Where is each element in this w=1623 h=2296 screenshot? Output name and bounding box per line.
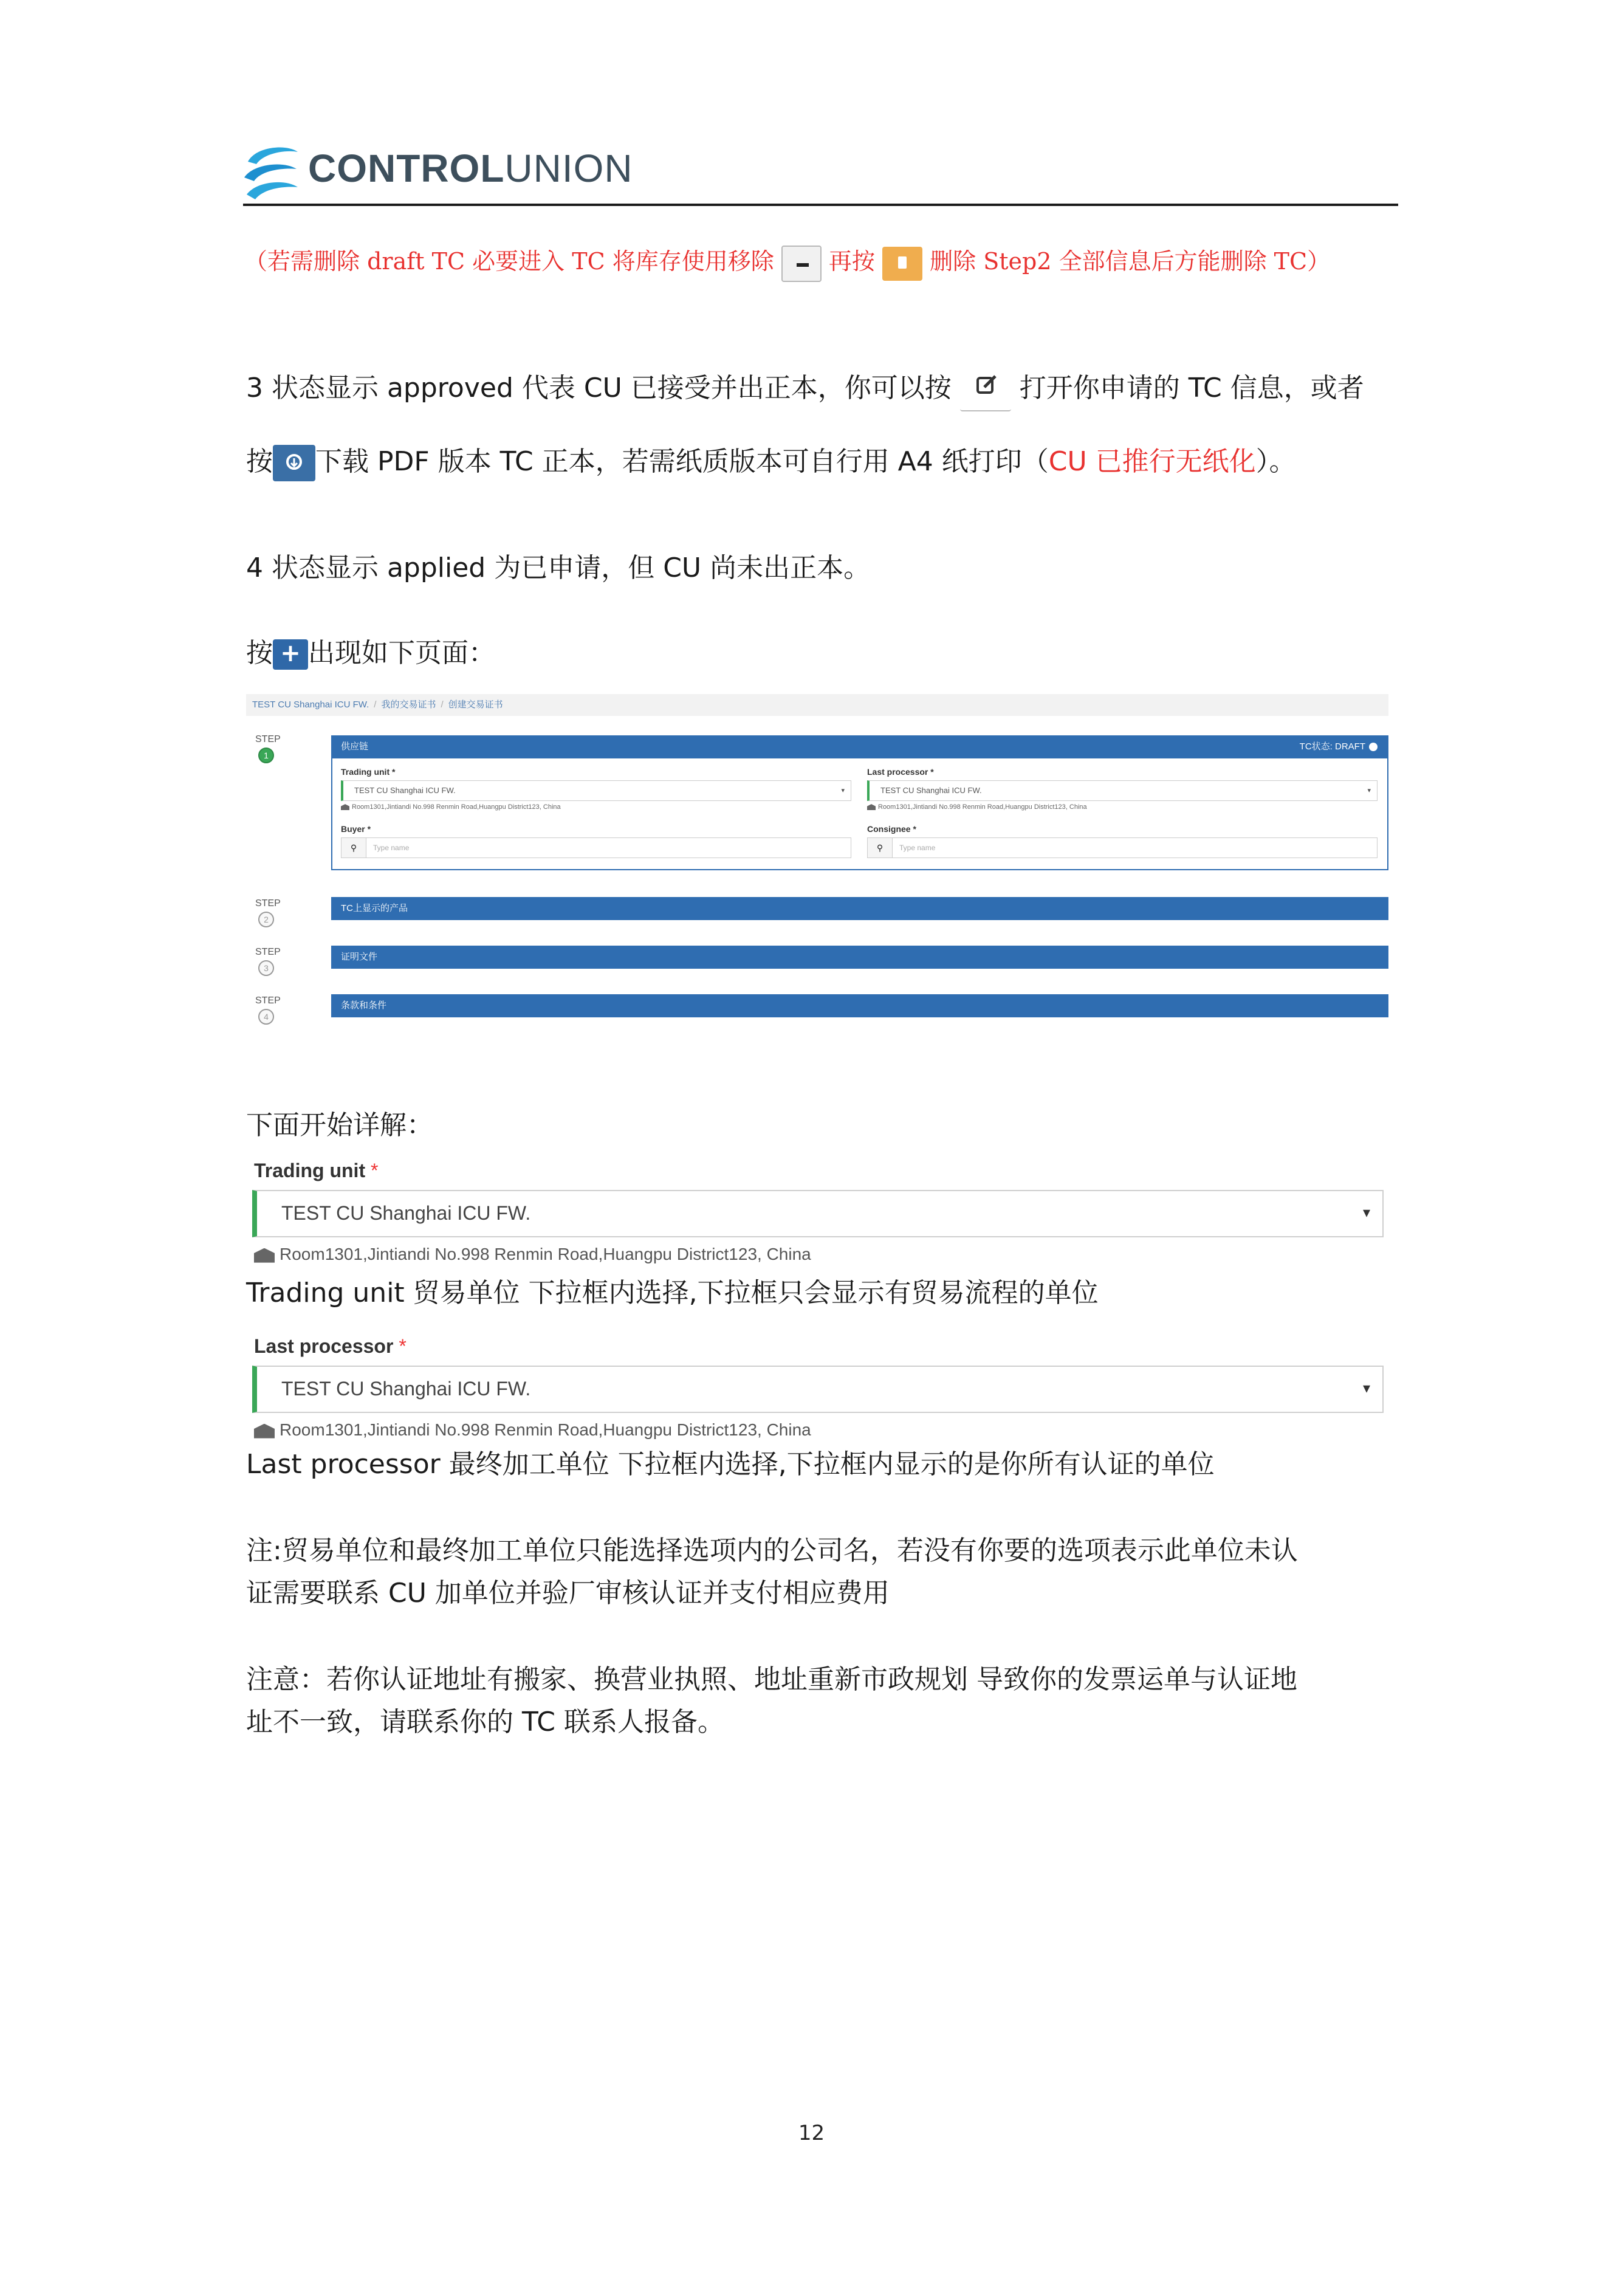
header-divider bbox=[243, 204, 1398, 206]
trading-unit-select[interactable]: TEST CU Shanghai ICU FW. ▾ bbox=[341, 780, 851, 801]
breadcrumb-item[interactable]: TEST CU Shanghai ICU FW. bbox=[252, 699, 369, 710]
last-processor-address: Room1301,Jintiandi No.998 Renmin Road,Huangpu District123, China bbox=[254, 1420, 811, 1440]
control-union-logo-text: CONTROLUNION bbox=[308, 146, 633, 190]
breadcrumb: TEST CU Shanghai ICU FW. / 我的交易证书 / 创建交易证书 bbox=[246, 694, 1388, 716]
building-icon bbox=[254, 1248, 275, 1263]
press-text-a: 按 bbox=[246, 638, 273, 669]
search-icon[interactable]: ⚲ bbox=[868, 838, 893, 858]
note-text-2: 再按 bbox=[828, 248, 875, 275]
note2-line2: 址不一致，请联系你的 TC 联系人报备。 bbox=[246, 1707, 724, 1737]
step-indicator-1: 1 bbox=[258, 748, 274, 763]
detail-intro: 下面开始详解： bbox=[246, 1110, 433, 1141]
breadcrumb-item: 创建交易证书 bbox=[448, 699, 503, 710]
draft-delete-note bbox=[244, 243, 1330, 282]
trading-unit-label: Trading unit * bbox=[341, 767, 396, 777]
last-processor-label: Last processor * bbox=[867, 767, 934, 777]
note1-line1: 注:贸易单位和最终加工单位只能选择选项内的公司名，若没有你要的选项表示此单位未认 bbox=[246, 1535, 1298, 1566]
step-indicator-2: 2 bbox=[258, 912, 274, 927]
trading-unit-address: Room1301,Jintiandi No.998 Renmin Road,Huangpu District123, China bbox=[341, 803, 561, 811]
embedded-screenshot bbox=[246, 694, 1388, 1034]
item3-line1 bbox=[246, 368, 1364, 411]
item3-line2 bbox=[246, 444, 1296, 481]
consignee-search-input[interactable]: ⚲ Type name bbox=[867, 837, 1378, 858]
step-indicator-3: 3 bbox=[258, 960, 274, 976]
paperless-note: CU 已推行无纸化 bbox=[1048, 446, 1256, 477]
last-processor-label: Last processor * bbox=[254, 1335, 407, 1357]
breadcrumb-item[interactable]: 我的交易证书 bbox=[381, 699, 436, 710]
item3-text-a: 3 状态显示 approved 代表 CU 已接受并出正本，你可以按 bbox=[246, 373, 952, 404]
item3-text-d: 下载 PDF 版本 TC 正本，若需纸质版本可自行用 A4 纸打印（ bbox=[315, 446, 1049, 477]
panel-products-header[interactable]: TC上显示的产品 bbox=[331, 897, 1388, 920]
item3-text-c: 按 bbox=[246, 446, 273, 477]
item3-text-e: ）。 bbox=[1255, 446, 1296, 477]
buyer-label: Buyer * bbox=[341, 824, 371, 834]
step-label: STEP bbox=[255, 947, 281, 957]
last-processor-select[interactable]: TEST CU Shanghai ICU FW. ▾ bbox=[867, 780, 1378, 801]
item3-text-b: 打开你申请的 TC 信息，或者 bbox=[1019, 373, 1364, 404]
minus-button-icon bbox=[781, 246, 822, 282]
search-icon[interactable]: ⚲ bbox=[341, 838, 366, 858]
consignee-label: Consignee * bbox=[867, 824, 916, 834]
trading-unit-address: Room1301,Jintiandi No.998 Renmin Road,Huangpu District123, China bbox=[254, 1245, 811, 1264]
panel-supply-chain-body bbox=[331, 758, 1388, 870]
step-label: STEP bbox=[255, 898, 281, 909]
press-text-b: 出现如下页面： bbox=[308, 638, 495, 669]
last-processor-address: Room1301,Jintiandi No.998 Renmin Road,Huangpu District123, China bbox=[867, 803, 1087, 811]
item4-line1: 4 状态显示 applied 为已申请，但 CU 尚未出正本。 bbox=[246, 552, 871, 583]
panel-supply-chain-header[interactable] bbox=[331, 735, 1388, 758]
note2-line1: 注意：若你认证地址有搬家、换营业执照、地址重新市政规划 导致你的发票运单与认证地 bbox=[246, 1664, 1297, 1695]
note-text-3: 删除 Step2 全部信息后方能删除 TC） bbox=[930, 248, 1331, 275]
plus-button-icon: + bbox=[273, 639, 308, 670]
panel-documents-header[interactable]: 证明文件 bbox=[331, 946, 1388, 969]
step-indicator-4: 4 bbox=[258, 1009, 274, 1025]
trading-unit-description: Trading unit 贸易单位 下拉框内选择,下拉框只会显示有贸易流程的单位 bbox=[246, 1277, 1099, 1308]
last-processor-description: Last processor 最终加工单位 下拉框内选择,下拉框内显示的是你所有认证的单位 bbox=[246, 1449, 1215, 1480]
buyer-search-input[interactable]: ⚲ Type name bbox=[341, 837, 851, 858]
panel-title: 供应链 bbox=[341, 741, 369, 752]
note-text-1: （若需删除 draft TC 必要进入 TC 将库存使用移除 bbox=[244, 248, 774, 275]
note1-line2: 证需要联系 CU 加单位并验厂审核认证并支付相应费用 bbox=[246, 1578, 890, 1609]
trading-unit-label: Trading unit * bbox=[254, 1160, 379, 1181]
last-processor-select[interactable]: TEST CU Shanghai ICU FW. ▾ bbox=[252, 1366, 1384, 1413]
tc-status-badge: TC状态: DRAFT bbox=[1300, 735, 1378, 758]
step-label: STEP bbox=[255, 995, 281, 1006]
step-label: STEP bbox=[255, 734, 281, 744]
chevron-down-icon: ▾ bbox=[1362, 1380, 1370, 1397]
control-union-logo-icon bbox=[243, 143, 299, 204]
trading-unit-select[interactable]: TEST CU Shanghai ICU FW. ▾ bbox=[252, 1190, 1384, 1237]
building-icon bbox=[254, 1424, 275, 1438]
trash-button-icon bbox=[882, 247, 922, 281]
item4-press-line bbox=[246, 635, 495, 672]
chevron-down-icon: ▾ bbox=[1362, 1205, 1370, 1221]
download-icon bbox=[273, 445, 315, 481]
page-number: 12 bbox=[798, 2121, 825, 2145]
edit-icon bbox=[960, 368, 1011, 411]
panel-terms-header[interactable]: 条款和条件 bbox=[331, 994, 1388, 1017]
